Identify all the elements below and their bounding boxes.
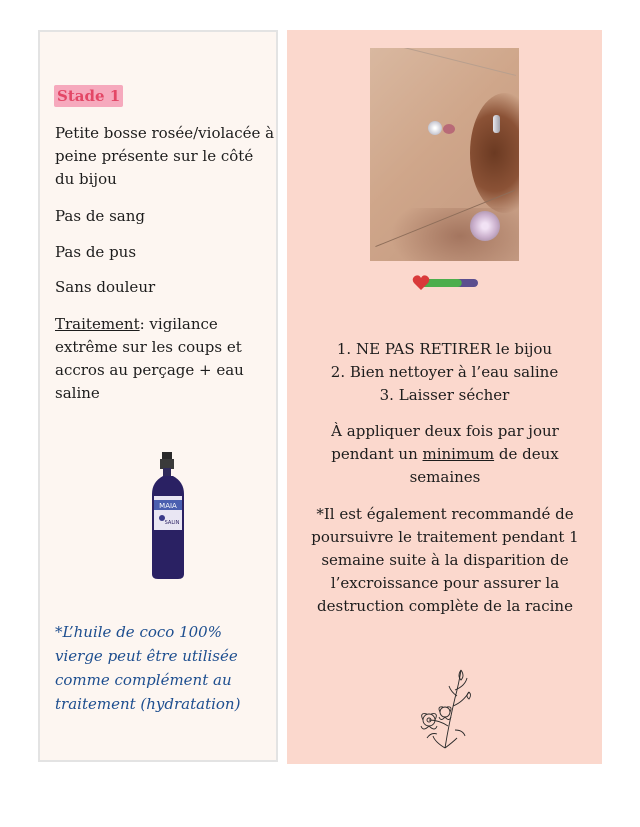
right-panel	[287, 30, 602, 764]
step-item: 2. Bien nettoyer à l’eau saline	[330, 363, 559, 381]
jewel-top	[428, 121, 442, 135]
application-frequency: À appliquer deux fois par jour pendant un minimum de deux semaines	[331, 422, 559, 486]
piercing-photo	[370, 48, 519, 261]
coconut-oil-note: *L’huile de coco 100% vierge peut être utilisée comme complément au traitement (hydratation)	[55, 623, 241, 713]
bottle-nozzle	[162, 452, 172, 460]
step-item: 3. Laisser sécher	[379, 386, 510, 404]
bottle-cap	[160, 459, 174, 469]
stage-badge: Stade 1	[54, 85, 123, 107]
bottle-subtitle: SALIN	[164, 520, 180, 526]
symptom-pus: Pas de pus	[55, 243, 137, 261]
treatment-label: Traitement	[55, 315, 140, 333]
navel-shape	[470, 93, 519, 213]
bottle-brand: MAIA	[159, 502, 177, 510]
symptom-description: Petite bosse rosée/violacée à peine présente sur le côté du bijou	[55, 124, 275, 188]
symptom-pain: Sans douleur	[55, 278, 156, 296]
hair-strand	[380, 48, 516, 76]
treatment-text	[55, 313, 275, 405]
step-item: 1. NE PAS RETIRER le bijou	[336, 340, 553, 358]
floral-decoration-icon	[415, 668, 475, 750]
severity-bar	[412, 274, 482, 292]
saline-spray-bottle-image	[148, 450, 188, 580]
heart-icon	[413, 275, 430, 290]
continuation-note: *Il est également recommandé de poursuivre le traitement pendant 1 semaine suite à la disparition de l’excroissance pour assurer la destruction complète de la racine	[311, 505, 579, 615]
treatment-description: : vigilance extrême sur les coups et accros au perçage + eau saline	[55, 315, 244, 402]
left-panel	[38, 30, 278, 762]
small-bump	[443, 124, 455, 134]
bottle-neck	[163, 468, 171, 476]
minimum-emphasis: minimum	[422, 445, 495, 463]
steps-list	[287, 338, 602, 407]
symptom-blood: Pas de sang	[55, 207, 145, 225]
skin-shadow	[390, 208, 519, 261]
jewel-bottom	[470, 211, 500, 241]
jewel-bar	[493, 115, 500, 133]
